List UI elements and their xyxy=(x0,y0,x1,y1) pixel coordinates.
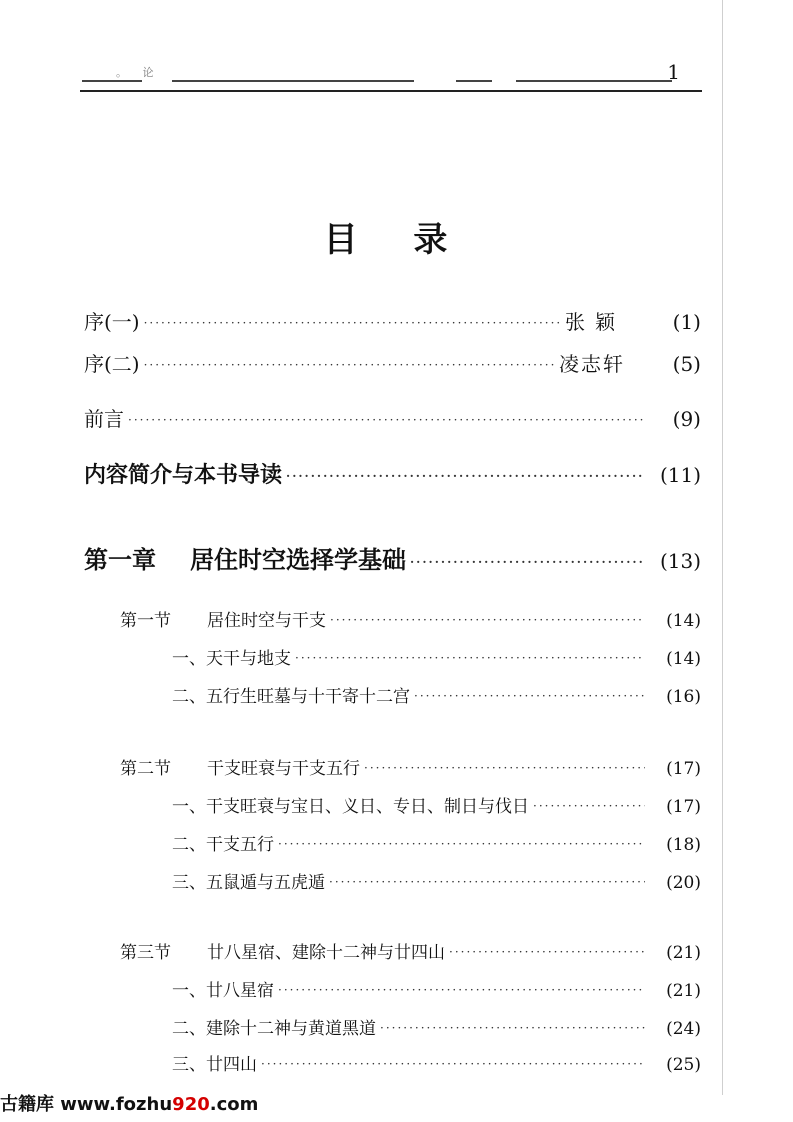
toc-entry-page: (9) xyxy=(672,407,701,431)
toc-entry-label: 前言 xyxy=(84,407,124,431)
toc-chapter-1[interactable] xyxy=(84,540,701,575)
toc-item[interactable] xyxy=(172,976,701,1001)
leader-dots xyxy=(329,875,645,889)
toc-item-label: 三、五鼠遁与五虎遁 xyxy=(172,873,325,893)
watermark-footer[interactable] xyxy=(0,1090,258,1116)
toc-item-label: 一、廿八星宿 xyxy=(172,981,274,1001)
toc-item[interactable] xyxy=(172,830,701,855)
toc-section-1[interactable] xyxy=(120,606,701,631)
chapter-title: 居住时空选择学基础 xyxy=(190,545,406,574)
toc-item-label: 三、廿四山 xyxy=(172,1055,257,1075)
toc-item[interactable] xyxy=(172,1050,701,1075)
toc-item[interactable] xyxy=(172,1014,701,1039)
toc-entry-author: 张颖 xyxy=(565,310,625,334)
toc-entry-page: (14) xyxy=(666,649,701,669)
leader-dots xyxy=(414,689,645,703)
toc-entry-label: 内容简介与本书导读 xyxy=(84,462,283,488)
toc-entry-page: (1) xyxy=(672,310,701,334)
leader-dots xyxy=(533,799,645,813)
section-title: 干支旺衰与干支五行 xyxy=(207,759,360,779)
toc-entry-page: (24) xyxy=(666,1019,701,1039)
toc-entry-page: (25) xyxy=(666,1055,701,1075)
leader-dots xyxy=(330,613,645,627)
toc-entry-page: (21) xyxy=(666,943,701,963)
toc-item[interactable] xyxy=(172,792,701,817)
leader-dots xyxy=(144,316,561,330)
toc-entry-foreword[interactable] xyxy=(84,403,701,432)
toc-item-label: 二、建除十二神与黄道黑道 xyxy=(172,1019,376,1039)
toc-entry-page: (16) xyxy=(666,687,701,707)
leader-dots xyxy=(410,555,645,569)
toc-item-label: 一、天干与地支 xyxy=(172,649,291,669)
toc-entry-label: 序(二) xyxy=(84,352,140,376)
toc-entry-page: (20) xyxy=(666,873,701,893)
watermark-site-name: 古籍库 xyxy=(0,1094,54,1115)
page-title: 目 录 xyxy=(323,220,470,260)
leader-dots xyxy=(128,413,645,427)
toc-item-label: 二、干支五行 xyxy=(172,835,274,855)
url-prefix: www.fozhu xyxy=(60,1094,173,1115)
toc-entry-page: (5) xyxy=(672,352,701,376)
toc-entry-page: (18) xyxy=(666,835,701,855)
toc-entry-author: 凌志轩 xyxy=(559,352,625,376)
leader-dots xyxy=(144,358,555,372)
leader-dots xyxy=(278,983,645,997)
section-title: 廿八星宿、建除十二神与廿四山 xyxy=(207,943,445,963)
toc-section-2[interactable] xyxy=(120,754,701,779)
section-heading xyxy=(120,938,445,963)
running-head-text: 。 论 xyxy=(116,66,160,79)
toc-entry-page: (17) xyxy=(666,759,701,779)
toc-entry-page: (13) xyxy=(659,549,701,573)
toc-entry-page: (11) xyxy=(659,463,701,487)
chapter-heading xyxy=(84,540,406,575)
toc-entry-preface-2[interactable] xyxy=(84,348,701,377)
section-heading xyxy=(120,606,326,631)
toc-item-label: 一、干支旺衰与宝日、义日、专日、制日与伐日 xyxy=(172,797,529,817)
toc-item[interactable] xyxy=(172,682,701,707)
leader-dots xyxy=(278,837,645,851)
section-number: 第三节 xyxy=(120,943,171,963)
leader-dots xyxy=(364,761,645,775)
page-number: 1 xyxy=(667,60,680,84)
leader-dots xyxy=(261,1057,645,1071)
toc-entry-label: 序(一) xyxy=(84,310,140,334)
chapter-number: 第一章 xyxy=(84,545,156,574)
leader-dots xyxy=(380,1021,645,1035)
url-accent: 920 xyxy=(172,1094,210,1115)
section-title: 居住时空与干支 xyxy=(207,611,326,631)
toc-entry-page: (14) xyxy=(666,611,701,631)
section-heading xyxy=(120,754,360,779)
toc-entry-page: (21) xyxy=(666,981,701,1001)
toc-item[interactable] xyxy=(172,868,701,893)
toc-entry-preface-1[interactable] xyxy=(84,306,701,335)
section-number: 第一节 xyxy=(120,611,171,631)
toc-section-3[interactable] xyxy=(120,938,701,963)
leader-dots xyxy=(295,651,645,665)
toc-item[interactable] xyxy=(172,644,701,669)
url-suffix: .com xyxy=(209,1094,259,1115)
toc-item-label: 二、五行生旺墓与十干寄十二宫 xyxy=(172,687,410,707)
toc-entry-introduction[interactable] xyxy=(84,458,701,489)
section-number: 第二节 xyxy=(120,759,171,779)
leader-dots xyxy=(449,945,645,959)
watermark-url xyxy=(60,1094,258,1115)
toc-entry-page: (17) xyxy=(666,797,701,817)
leader-dots xyxy=(286,469,645,483)
